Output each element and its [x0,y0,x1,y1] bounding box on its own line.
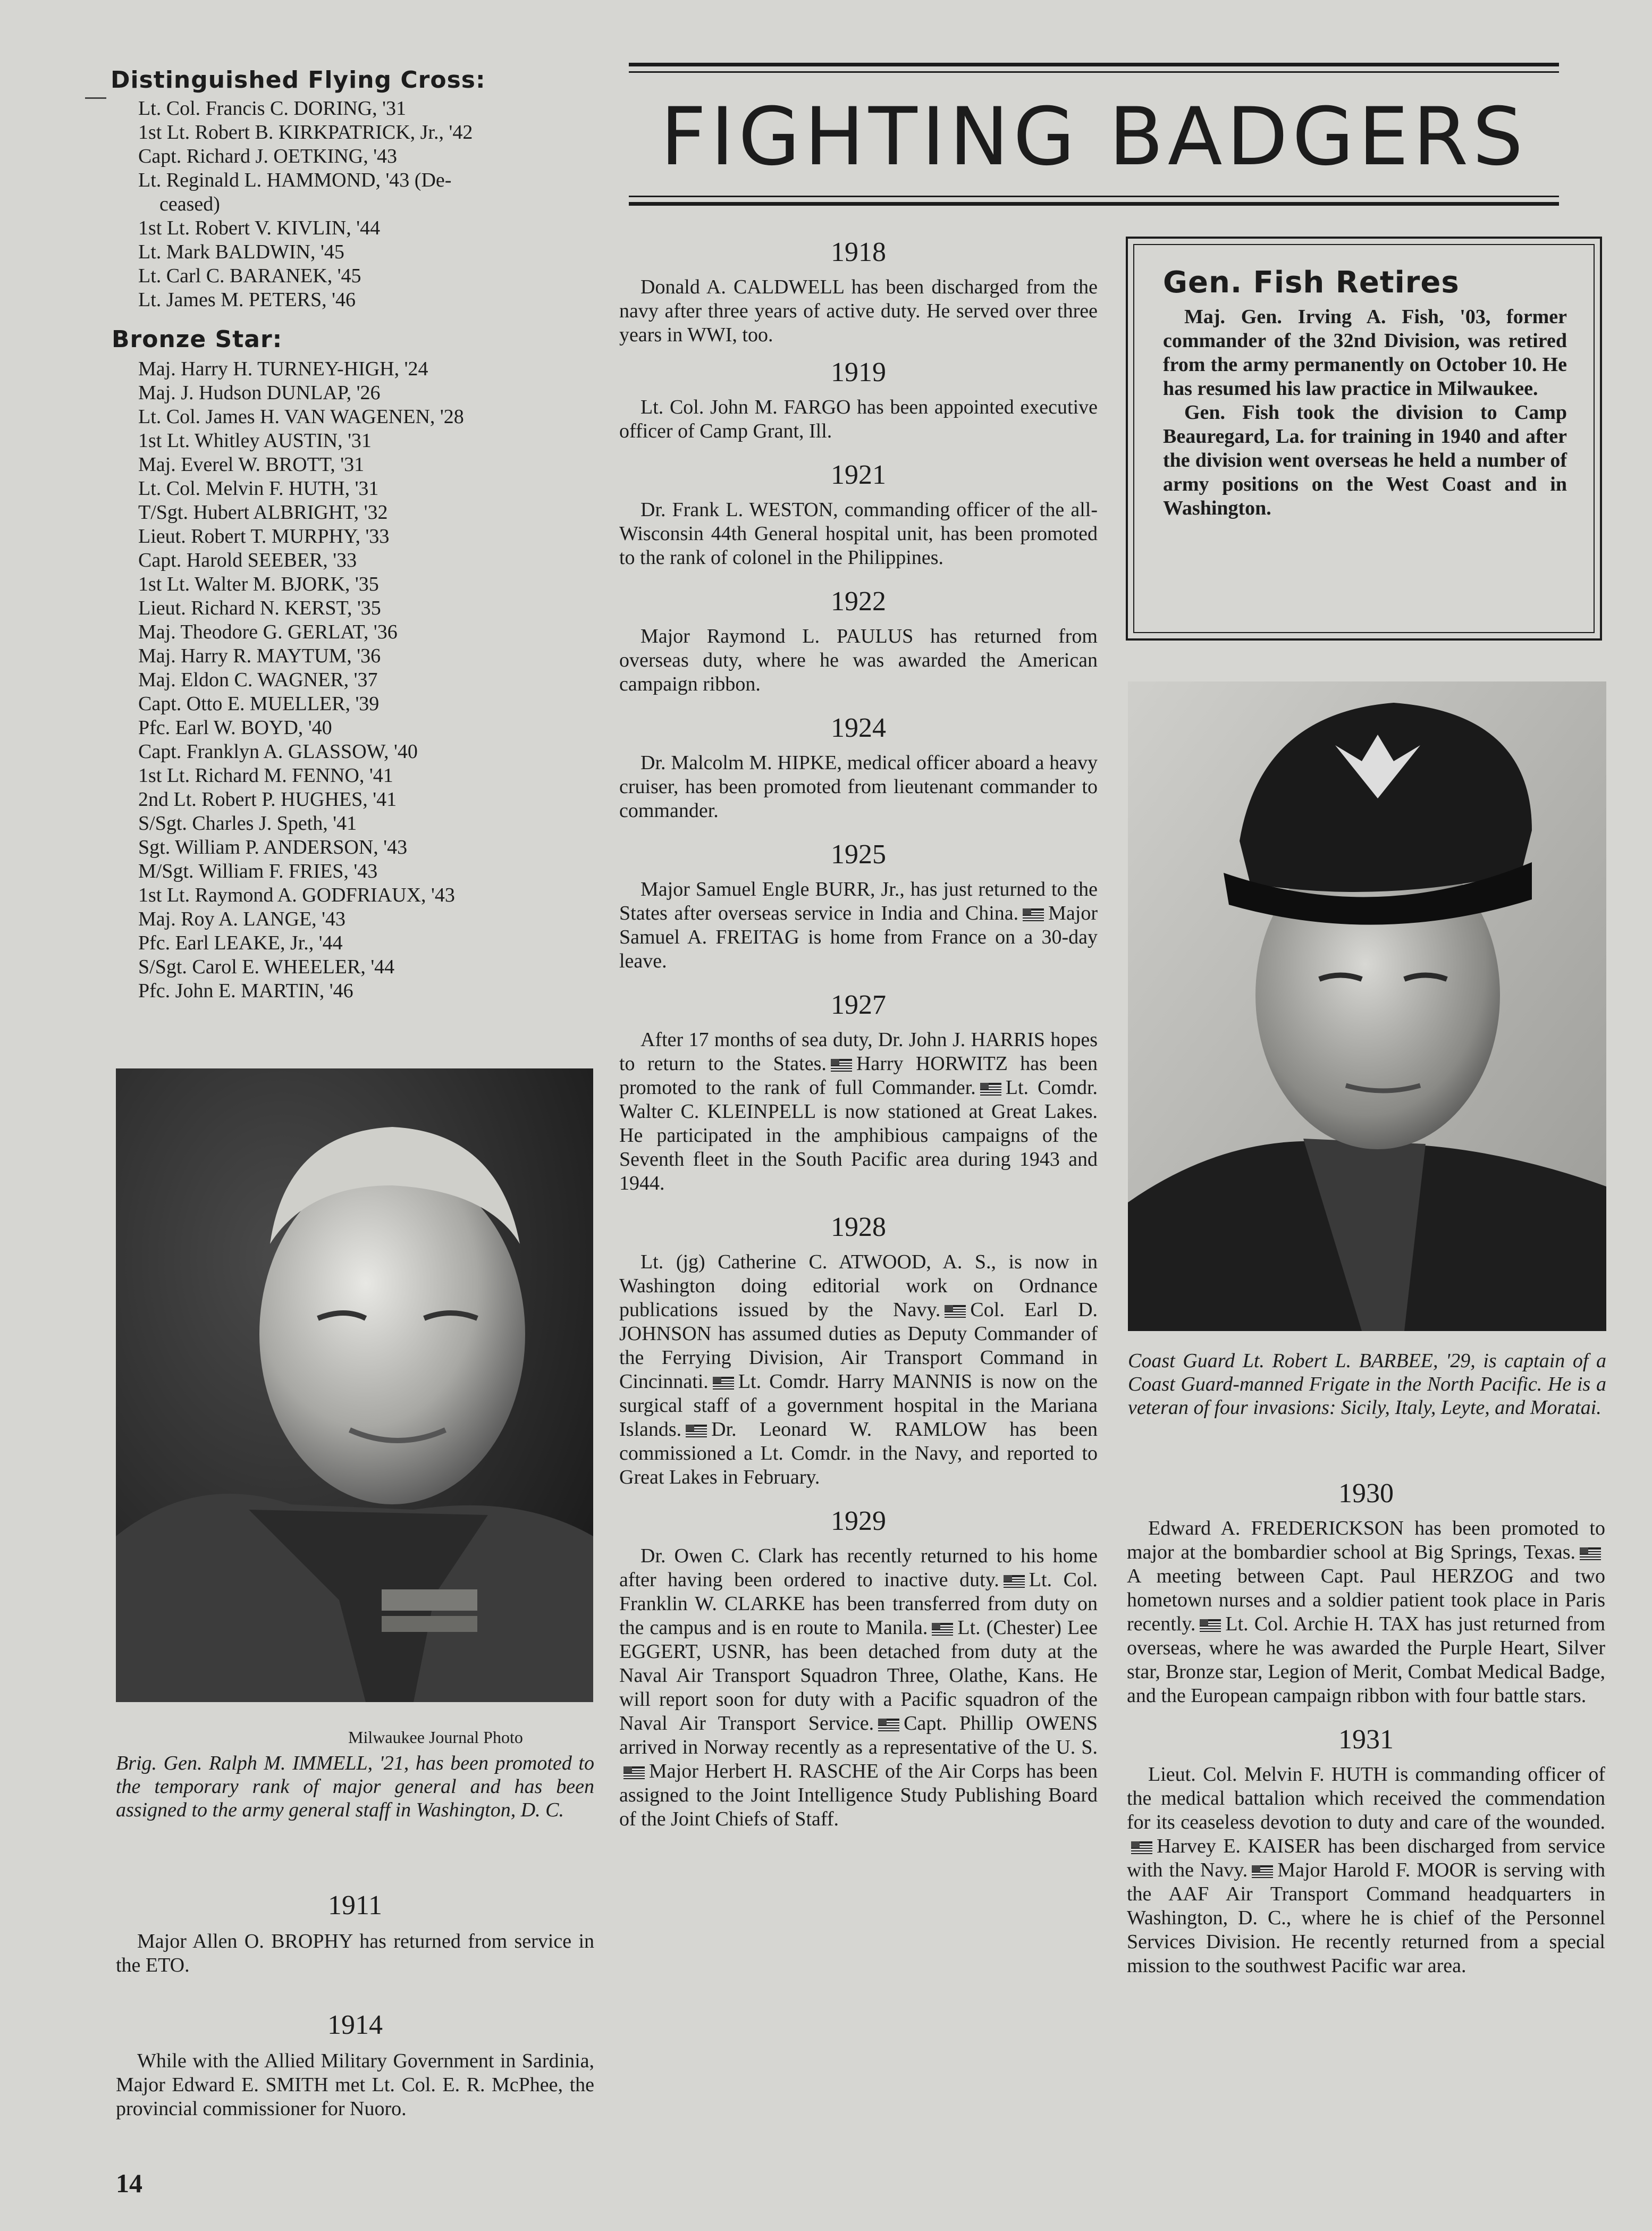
list-item: Lt. Mark BALDWIN, '45 [138,241,344,263]
list-item: Lt. Reginald L. HAMMOND, '43 (De- [138,169,452,191]
paragraph [619,1544,1098,1831]
list-item: 1st Lt. Robert V. KIVLIN, '44 [138,217,381,239]
entry-text [619,395,1098,443]
flag-icon [932,1623,953,1636]
list-item: Lt. Col. James H. VAN WAGENEN, '28 [138,406,464,428]
list-item: 1st Lt. Robert B. KIRKPATRICK, Jr., '42 [138,121,473,144]
list-item: Maj. Harry H. TURNEY-HIGH, '24 [138,358,428,380]
year-heading: 1927 [831,990,886,1020]
section-1911 [116,1890,594,1977]
entry: Col. Earl D. JOHNSON has assumed duties as Deputy Commander of the Ferrying Division, Air Transport Command in Cincinnati. [619,1299,1098,1393]
gen-fish-text [1163,305,1567,520]
entry: Lt. Comdr. Walter C. KLEINPELL is now stationed at Great Lakes. He participated in the amphibious campaigns of the Seventh fleet in the South Pacific area during 1943 and 1944. [619,1076,1098,1194]
entry: Major Harold F. MOOR is serving with the AAF Air Transport Command headquarters in Washington, D. C., where he is chief of the Personnel Services Division. He recently returned from a special mission to the southwest Pacific war area. [1127,1859,1606,1977]
page-number: 14 [116,2168,142,2198]
year-heading: 1929 [831,1506,886,1536]
paragraph [1127,1763,1605,1978]
list-item: Maj. Roy A. LANGE, '43 [138,908,346,930]
paragraph: Major Allen O. BROPHY has returned from service in the ETO. [116,1930,594,1976]
dfc-heading: Distinguished Flying Cross: [111,66,486,94]
list-item: M/Sgt. William F. FRIES, '43 [138,860,378,882]
right-column [1127,1478,1605,1978]
entry: Dr. Leonard W. RAMLOW has been commissioned a Lt. Comdr. in the Navy, and reported to Great Lakes in February. [619,1418,1098,1488]
entry: Lt. Col. Franklin W. CLARKE has been transferred from duty on the campus and is en route to Manila. [619,1569,1098,1639]
list-item: Capt. Otto E. MUELLER, '39 [138,693,380,715]
year-heading: 1924 [831,713,886,743]
middle-column [619,237,1098,1831]
section-1927 [619,989,1098,1196]
entry: Lt. Col. Archie H. TAX has just returned from overseas, where he was awarded the Purple Heart, Silver star, Bronze star, Legion of Merit, Combat Medical Badge, and the European campaign ribbon with four battle stars. [1127,1613,1605,1707]
portrait-illustration [116,1068,593,1702]
gen-fish-box [1126,237,1602,641]
entry-text [619,498,1098,570]
masthead-rule-bottom2 [629,202,1559,206]
masthead-title: FIGHTING BADGERS [660,91,1528,183]
year-heading: 1918 [831,237,886,267]
bronze-list [112,357,598,1003]
paragraph: Maj. Gen. Irving A. Fish, '03, former commander of the 32nd Division, was retired from the army permanently on October 10. He has resumed his law practice in Milwaukee. [1163,306,1567,400]
entry-text [619,878,1098,973]
paragraph: Donald A. CALDWELL has been discharged from the navy after three years of active duty. He served over three years in WWI, too. [619,276,1098,346]
paragraph: Dr. Frank L. WESTON, commanding officer of the all-Wisconsin 44th General hospital unit, has been promoted to the rank of colonel in the Philippines. [619,499,1098,569]
section-1930 [1127,1478,1605,1708]
flag-icon [945,1305,966,1318]
year-heading: 1930 [1338,1478,1394,1509]
list-item: 1st Lt. Whitley AUSTIN, '31 [138,430,372,452]
flag-icon [623,1766,645,1779]
entry: Dr. Owen C. Clark has recently returned to his home after having been ordered to inactive duty. [619,1545,1098,1591]
section-1919 [619,357,1098,443]
entry-text [619,1544,1098,1831]
flag-icon [686,1425,707,1437]
entry: Major Samuel A. FREITAG is home from France on a 30-day leave. [619,902,1098,972]
portrait-illustration [1128,681,1606,1331]
list-item: Capt. Richard J. OETKING, '43 [138,145,398,167]
list-item: T/Sgt. Hubert ALBRIGHT, '32 [138,501,388,524]
masthead-rule-top [629,63,1559,66]
list-item: Maj. Everel W. BROTT, '31 [138,453,365,476]
list-item: Pfc. John E. MARTIN, '46 [138,980,353,1002]
list-item: Sgt. William P. ANDERSON, '43 [138,836,408,858]
flag-icon [831,1059,852,1072]
list-item: Lt. Carl C. BARANEK, '45 [138,265,361,287]
paragraph: Major Raymond L. PAULUS has returned from overseas duty, where he was awarded the American campaign ribbon. [619,625,1098,695]
list-item: Maj. J. Hudson DUNLAP, '26 [138,382,381,404]
paragraph: Gen. Fish took the division to Camp Beauregard, La. for training in 1940 and after the division went overseas he held a number of army positions on the West Coast and in Washington. [1163,401,1567,519]
entry: Major Herbert H. RASCHE of the Air Corps has been assigned to the Joint Intelligence Study Publishing Board of the Joint Chiefs of Staff. [619,1760,1098,1830]
entry-text [619,1250,1098,1489]
list-item: Maj. Harry R. MAYTUM, '36 [138,645,381,667]
list-item: ceased) [159,193,220,215]
list-item: Maj. Eldon C. WAGNER, '37 [138,669,378,691]
entry-text [1127,1517,1605,1708]
year-heading: 1911 [327,1890,383,1921]
flag-icon [1004,1575,1025,1588]
list-item: Capt. Franklyn A. GLASSOW, '40 [138,740,418,763]
list-item: 2nd Lt. Robert P. HUGHES, '41 [138,788,397,811]
entry: Harvey E. KAISER has been discharged from service with the Navy. [1127,1835,1605,1881]
paragraph [619,1028,1098,1196]
year-heading: 1928 [831,1212,886,1242]
flag-icon [1580,1547,1601,1560]
list-item: Lt. Col. Melvin F. HUTH, '31 [138,477,379,500]
immell-caption: Brig. Gen. Ralph M. IMMELL, '21, has been promoted to the temporary rank of major general and has been assigned to the army general staff in Washington, D. C. [116,1752,594,1821]
list-item: Lt. James M. PETERS, '46 [138,289,356,311]
left-column [112,66,598,1003]
list-item: Lieut. Richard N. KERST, '35 [138,597,381,619]
list-item: S/Sgt. Carol E. WHEELER, '44 [138,956,395,978]
paragraph: Lt. Col. John M. FARGO has been appointed executive officer of Camp Grant, Ill. [619,396,1098,442]
list-item: Pfc. Earl W. BOYD, '40 [138,717,332,739]
section-1918 [619,237,1098,347]
entry-text [619,751,1098,823]
list-item: 1st Lt. Richard M. FENNO, '41 [138,764,393,787]
year-heading: 1925 [831,839,886,870]
dfc-underline [85,97,106,99]
section-1929 [619,1505,1098,1831]
masthead [629,63,1559,222]
list-item: Maj. Theodore G. GERLAT, '36 [138,621,398,643]
entry: Lt. Comdr. Harry MANNIS is now on the surgical staff of a government hospital in the Mariana Islands. [619,1370,1098,1441]
dfc-list [112,97,598,312]
section-1928 [619,1211,1098,1489]
flag-icon [1252,1865,1273,1878]
entry-text [619,625,1098,696]
section-1922 [619,586,1098,696]
flag-icon [1200,1619,1221,1632]
entry: After 17 months of sea duty, Dr. John J. HARRIS hopes to return to the States. [619,1029,1098,1075]
flag-icon [1023,908,1044,921]
immell-photo [116,1068,593,1702]
list-item: Lt. Col. Francis C. DORING, '31 [138,97,407,120]
paragraph [619,878,1098,973]
entry: Edward A. FREDERICKSON has been promoted to major at the bombardier school at Big Springs, Texas. [1127,1517,1605,1563]
year-heading: 1922 [831,586,886,617]
entry: Lt. (Chester) Lee EGGERT, USNR, has been detached from duty at the Naval Air Transport Squadron Three, Olathe, Kans. He will report soon for duty with a Pacific squadron of the Naval Air Transport Service. [619,1617,1098,1735]
paragraph: While with the Allied Military Government in Sardinia, Major Edward E. SMITH met Lt. Col. E. R. McPhee, the provincial commissioner for Nuoro. [116,2050,594,2120]
masthead-rule-bottom [629,196,1559,197]
entry: Harry HORWITZ has been promoted to the rank of full Commander. [619,1053,1098,1099]
paragraph [1127,1517,1605,1708]
photo-credit: Milwaukee Journal Photo [348,1728,523,1747]
list-item: 1st Lt. Walter M. BJORK, '35 [138,573,379,595]
flag-icon [980,1083,1001,1096]
section-1925 [619,839,1098,973]
section-1921 [619,459,1098,570]
year-heading: 1914 [327,2010,383,2040]
gen-fish-content [1163,265,1567,520]
entry: A meeting between Capt. Paul HERZOG and two hometown nurses and a soldier patient took place in Paris recently. [1127,1565,1605,1635]
bronze-heading: Bronze Star: [112,326,283,353]
year-heading: 1921 [831,460,886,490]
entry-text [116,1930,594,1977]
flag-icon [713,1377,734,1390]
list-item: Capt. Harold SEEBER, '33 [138,549,357,571]
list-item: Lieut. Robert T. MURPHY, '33 [138,525,390,548]
entry-text [116,2049,594,2121]
year-heading: 1919 [831,357,886,388]
entry: Lieut. Col. Melvin F. HUTH is commanding officer of the medical battalion which received the commendation for its ceaseless devotion to duty and care of the wounded. [1127,1763,1605,1833]
barbee-caption: Coast Guard Lt. Robert L. BARBEE, '29, is captain of a Coast Guard-manned Frigate in the North Pacific. He is a veteran of four invasions: Sicily, Italy, Leyte, and Moratai. [1128,1350,1606,1419]
entry-text [619,1028,1098,1196]
masthead-rule-top2 [629,71,1559,73]
section-1914 [116,2009,594,2121]
entry: Major Samuel Engle BURR, Jr., has just returned to the States after overseas service in India and China. [619,878,1098,924]
list-item: S/Sgt. Charles J. Speth, '41 [138,812,357,835]
entry: Lt. (jg) Catherine C. ATWOOD, A. S., is now in Washington doing editorial work on Ordnance publications issued by the Navy. [619,1251,1098,1321]
flag-icon [1131,1841,1152,1854]
list-item: 1st Lt. Raymond A. GODFRIAUX, '43 [138,884,455,906]
paragraph [619,1250,1098,1489]
entry-text [1127,1763,1605,1978]
barbee-photo [1128,681,1606,1331]
list-item: Pfc. Earl LEAKE, Jr., '44 [138,932,343,954]
year-heading: 1931 [1338,1724,1394,1755]
entry-text [619,275,1098,347]
flag-icon [878,1719,899,1731]
entry: Capt. Phillip OWENS arrived in Norway recently as a representative of the U. S. [619,1712,1098,1758]
paragraph: Dr. Malcolm M. HIPKE, medical officer aboard a heavy cruiser, has been promoted from lieutenant commander to commander. [619,752,1098,822]
gen-fish-heading: Gen. Fish Retires [1163,265,1460,300]
section-1931 [1127,1724,1605,1978]
section-1924 [619,712,1098,823]
